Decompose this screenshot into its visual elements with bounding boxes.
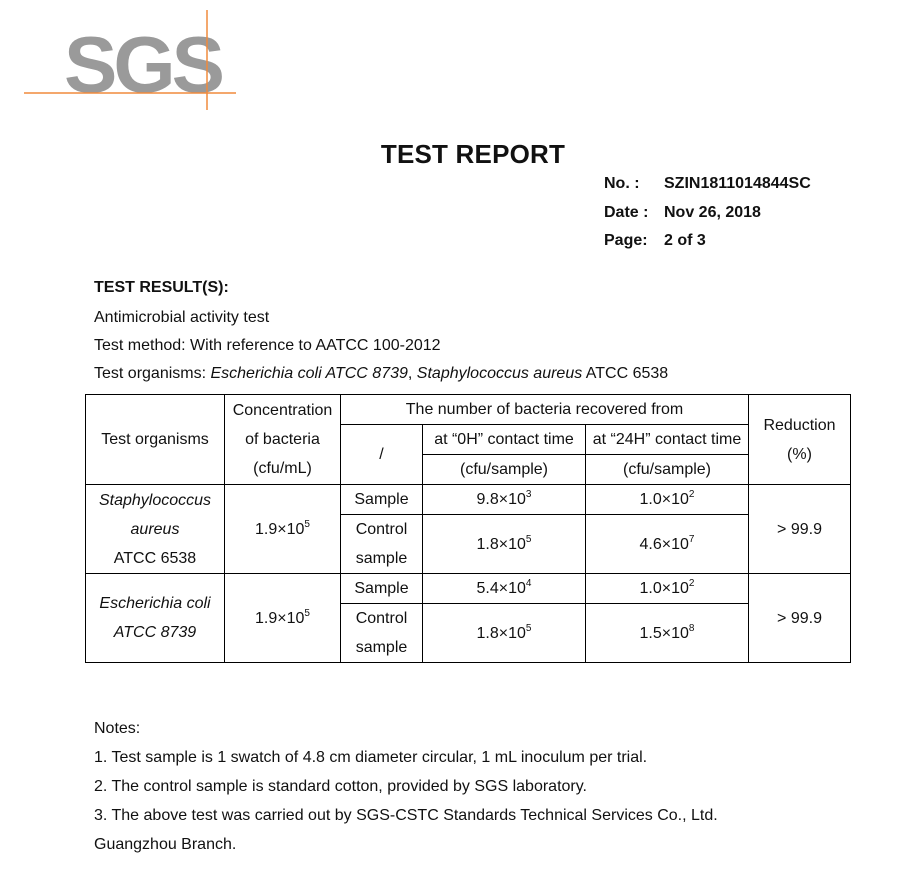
sample-0h-base: 9.8×10 [476,491,526,508]
organism-cell [86,485,225,574]
test-organism-2-strain: ATCC 6538 [582,365,669,382]
sample-24h-cell [586,574,749,604]
header-test-organisms: Test organisms [86,395,225,485]
header-concentration-line-1: Concentration [232,402,333,419]
report-page-label: Page: [604,232,648,249]
organism-line-2: ATCC 8739 [113,624,197,641]
note-2: 2. The control sample is standard cotton, provided by SGS laboratory. [94,778,587,795]
sgs-logo [24,10,236,110]
control-label-line-1: Control [355,610,408,627]
sample-24h-cell [586,485,749,515]
sample-0h-exponent: 3 [525,489,532,500]
header-slash: / [341,425,423,485]
concentration-exponent: 5 [304,607,310,619]
sample-24h-exponent: 2 [688,578,695,589]
report-meta [604,174,811,260]
sample-0h-exponent: 4 [525,578,532,589]
control-0h-cell [423,515,586,574]
sample-label: Sample [341,485,423,515]
control-label-line-2: sample [355,639,408,656]
note-3: 3. The above test was carried out by SGS-CSTC Standards Technical Services Co., Ltd. [94,807,718,824]
report-page-row [604,231,811,260]
organism-line-1: Staphylococcus [98,491,212,509]
report-date-label: Date : [604,203,649,221]
control-24h-base: 1.5×10 [639,624,689,642]
control-label [341,515,423,574]
control-24h-cell [586,515,749,574]
table-header-row [86,395,851,425]
organism-cell [86,574,225,663]
control-0h-base: 1.8×10 [476,535,526,553]
note-3-continued: Guangzhou Branch. [94,836,237,853]
sample-0h-cell [423,574,586,604]
organism-line-2: aureus [130,520,180,538]
report-date-value: Nov 26, 2018 [664,203,761,221]
sample-24h-base: 1.0×10 [639,580,689,597]
control-24h-cell [586,604,749,663]
notes-title: Notes: [94,720,141,737]
concentration-base: 1.9×10 [255,520,305,538]
concentration-cell [225,574,341,663]
header-24h-line-1: at “24H” contact time [586,425,749,455]
control-24h-base: 4.6×10 [639,535,689,553]
header-reduction-line-1: Reduction [763,416,836,434]
concentration-cell [225,485,341,574]
control-0h-cell [423,604,586,663]
test-organisms-line [94,365,668,383]
table-row [86,574,851,604]
report-number-label: No. : [604,175,640,192]
table-row [86,485,851,515]
test-organism-1: Escherichia coli ATCC 8739 [210,365,408,382]
reduction-cell: > 99.9 [749,574,851,663]
test-name: Antimicrobial activity test [94,309,270,326]
report-number-value: SZIN1811014844SC [664,175,811,192]
control-0h-exponent: 5 [525,533,532,545]
control-0h-base: 1.8×10 [476,624,526,642]
results-table [85,394,851,663]
control-label [341,604,423,663]
concentration-exponent: 5 [304,518,310,530]
report-title: TEST REPORT [380,139,566,169]
header-24h-line-2: (cfu/sample) [586,455,749,485]
reduction-cell: > 99.9 [749,485,851,574]
sample-24h-base: 1.0×10 [639,491,689,508]
report-number-row [604,174,811,203]
header-concentration [225,395,341,485]
header-0h-line-2: (cfu/sample) [423,455,586,485]
organism-line-1: Escherichia coli [99,595,211,612]
control-24h-exponent: 8 [688,622,695,634]
control-label-line-2: sample [355,550,408,567]
control-24h-exponent: 7 [688,533,695,545]
concentration-base: 1.9×10 [255,609,305,627]
sample-label: Sample [341,574,423,604]
header-reduction-line-2: (%) [787,445,812,463]
report-page-value: 2 of 3 [664,232,706,249]
report-date-row [604,203,811,232]
header-0h-line-1: at “0H” contact time [423,425,586,455]
sgs-logo-letters: SGS [64,20,221,109]
sample-0h-base: 5.4×10 [476,580,526,597]
header-reduction [749,395,851,485]
sample-24h-exponent: 2 [688,489,695,500]
header-recovered: The number of bacteria recovered from [341,395,749,425]
control-0h-exponent: 5 [525,622,532,634]
test-organisms-separator: , [407,365,417,382]
notes-section [94,714,718,859]
header-concentration-line-3: (cfu/mL) [253,460,312,477]
header-concentration-line-2: of bacteria [245,431,320,448]
control-label-line-1: Control [355,521,408,538]
note-1: 1. Test sample is 1 swatch of 4.8 cm diameter circular, 1 mL inoculum per trial. [94,749,648,766]
results-heading: TEST RESULT(S): [94,279,229,296]
sample-0h-cell [423,485,586,515]
organism-line-3: ATCC 6538 [113,549,197,567]
test-organism-2-name: Staphylococcus aureus [416,365,583,382]
test-organisms-prefix: Test organisms: [94,365,211,382]
test-method: Test method: With reference to AATCC 100-2012 [94,337,441,354]
